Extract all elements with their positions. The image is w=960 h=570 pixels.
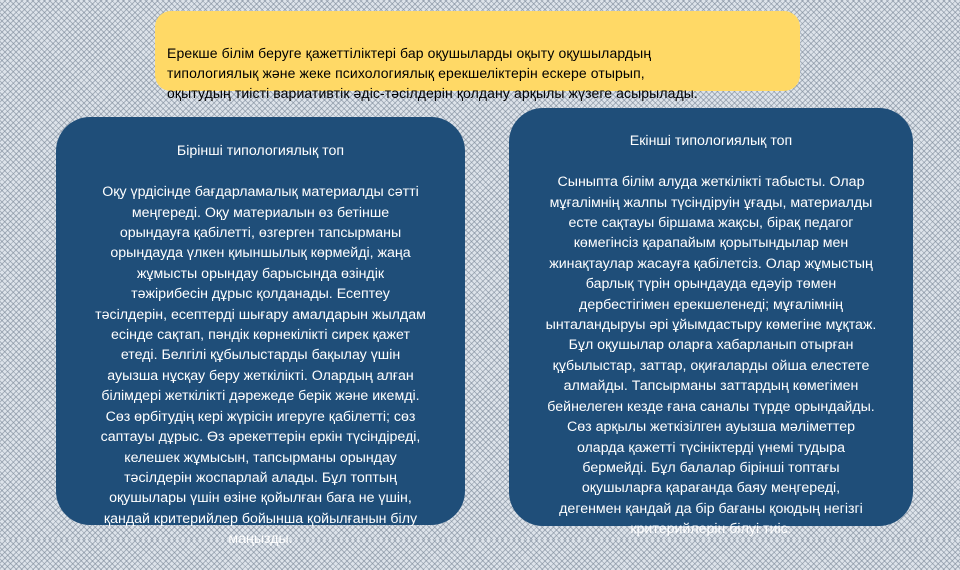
header-text: Ерекше білім беруге қажеттіліктері бар оқушыларды оқыту оқушылардың типологиялық және жеке психологиялық ерекшеліктерін ескере отырып, оқытудың тиісті вариативтік әдіс-тәсілдерін қолдану арқылы жүзеге асырылады. [167, 45, 698, 101]
second-typology-title: Екінші типологиялық топ [629, 133, 793, 150]
second-typology-text: Сыныпта білім алуда жеткілікті табысты. Олар мұғалімнің жалпы түсіндіруін ұғады, материалды есте сақтауы біршама жақсы, бірақ педагог көмегінсіз қарапайым қорытындылар мен жинақтаулар жасауға қабілетсіз. Олар жұмыстың барлық түрін орындауда едәуір төмен дербестігімен ерекшеленеді; мұғалімнің ынталандыруы әрі ұйымдастыру көмегіне мұқтаж. Бұл оқушылар оларға хабарланып отырған құбылыстар, заттар, оқиғаларды ойша елестете алмайды. Тапсырманы заттардың көмегімен бейнелеген кезде ғана саналы түрде орындайды. Сөз арқылы жеткізілген ауызша мәліметтер оларда қажетті түсініктерді үнемі тудыра бермейді. Бұл балалар бірінші топтағы оқушыларға қарағанда баяу меңгереді, дегенмен қандай да бір бағаны қоюдың негізгі критерийлерін білуі тиіс. [545, 174, 877, 538]
second-typology-panel [509, 108, 913, 538]
header-callout [155, 11, 800, 101]
first-typology-text: Оқу үрдісінде бағдарламалық материалды сәтті меңгереді. Оқу материалын өз бетінше орындауға қабілетті, өзгерген тапсырманы орындауда үлкен қиыншылық көрмейді, жаңа жұмысты орындау барысында өзіндік тәжірибесін дұрыс қолданады. Есептеу тәсілдерін, есептерді шығару амалдарын жылдам есінде сақтап, пәндік көрнекілікті сирек қажет етеді. Белгілі құбылыстарды бақылау үшін ауызша нұсқау беру жеткілікті. Олардың алған білімдері жеткілікті дәрежеде берік және икемді. Сөз өрбітудің кері жүрісін игеруге қабілетті; сөз саптауы дұрыс. Өз әрекеттерін еркін түсіндіреді, келешек жұмысын, тапсырманы орындау тәсілдерін жоспарлай алады. Бұл топтың оқушылары үшін өзіне қойылған баға не үшін, қандай критерийлер бойынша қойылғанын білу маңызды. [95, 184, 426, 548]
first-typology-panel [56, 117, 465, 548]
first-typology-title: Бірінші типологиялық топ [176, 143, 345, 160]
